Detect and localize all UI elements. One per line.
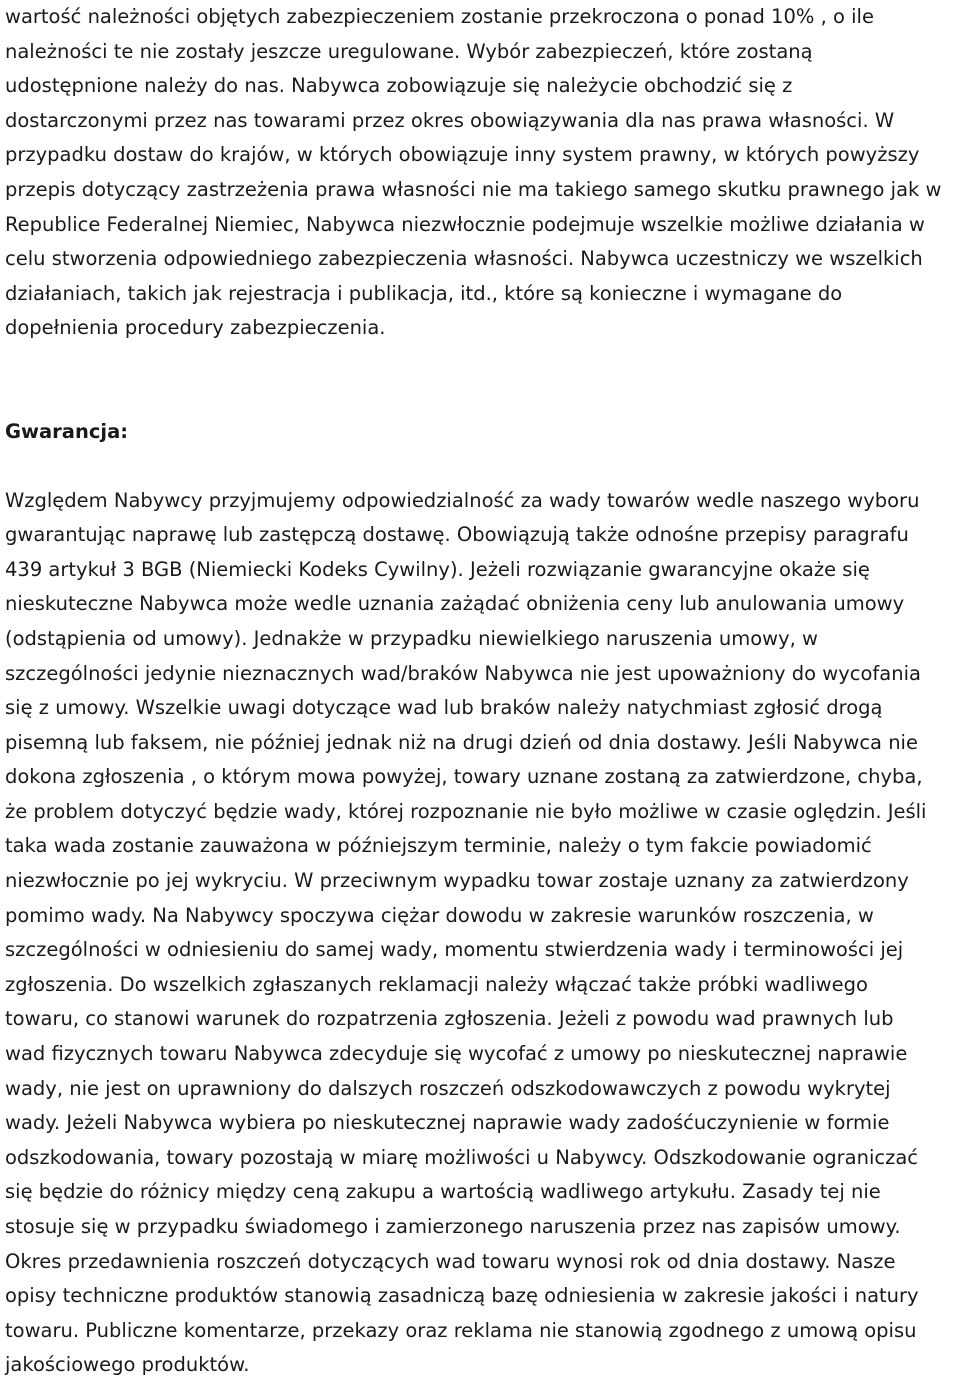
text-line: szczególności jedynie nieznacznych wad/braków Nabywca nie jest upoważniony do wycofania <box>5 661 921 685</box>
text-line: taka wada zostanie zauważona w późniejszym terminie, należy o tym fakcie powiadomić <box>5 834 872 858</box>
text-line: udostępnione należy do nas. Nabywca zobowiązuje się należycie obchodzić się z <box>5 74 793 98</box>
text-line: zgłoszenia. Do wszelkich zgłaszanych reklamacji należy włączać także próbki wadliwego <box>5 972 868 996</box>
text-line: niezwłocznie po jej wykryciu. W przeciwnym wypadku towar zostaje uznany za zatwierdzony <box>5 869 909 893</box>
text-line: się z umowy. Wszelkie uwagi dotyczące wad lub braków należy natychmiast zgłosić drogą <box>5 696 883 720</box>
text-line: opisy techniczne produktów stanowią zasadniczą bazę odniesienia w zakresie jakości i natury <box>5 1284 919 1308</box>
text-line: Republice Federalnej Niemiec, Nabywca niezwłocznie podejmuje wszelkie możliwe działania w <box>5 212 925 236</box>
text-line: należności te nie zostały jeszcze uregulowane. Wybór zabezpieczeń, które zostaną <box>5 39 813 63</box>
warranty-heading: Gwarancja: <box>5 419 129 443</box>
text-line: stosuje się w przypadku świadomego i zamierzonego naruszenia przez nas zapisów umowy. <box>5 1215 901 1238</box>
retention-of-title-paragraph <box>5 0 955 346</box>
text-line: wartość należności objętych zabezpieczeniem zostanie przekroczona o ponad 10% , o ile <box>5 5 874 28</box>
document-page <box>5 0 955 1383</box>
text-line: 439 artykuł 3 BGB (Niemiecki Kodeks Cywilny). Jeżeli rozwiązanie gwarancyjne okaże się <box>5 557 870 581</box>
text-line: Względem Nabywcy przyjmujemy odpowiedzialność za wady towarów wedle naszego wyboru <box>5 488 920 512</box>
text-line: nieskuteczne Nabywca może wedle uznania zażądać obniżenia ceny lub anulowania umowy <box>5 592 905 616</box>
text-line: celu stworzenia odpowiedniego zabezpieczenia własności. Nabywca uczestniczy we wszelkich <box>5 247 923 271</box>
text-line: wady, nie jest on uprawniony do dalszych roszczeń odszkodowawczych z powodu wykrytej <box>5 1076 891 1100</box>
text-line: działaniach, takich jak rejestracja i publikacja, itd., które są konieczne i wymagane do <box>5 281 843 305</box>
text-line: wad fizycznych towaru Nabywca zdecyduje się wycofać z umowy po nieskutecznej naprawie <box>5 1042 908 1066</box>
text-line: towaru, co stanowi warunek do rozpatrzenia zgłoszenia. Jeżeli z powodu wad prawnych lub <box>5 1007 894 1031</box>
text-line: dostarczonymi przez nas towarami przez okres obowiązywania dla nas prawa własności. W <box>5 108 895 132</box>
text-line: jakościowego produktów. <box>5 1353 250 1377</box>
text-line: gwarantując naprawę lub zastępczą dostawę. Obowiązują także odnośne przepisy paragrafu <box>5 523 909 547</box>
text-line: dokona zgłoszenia , o którym mowa powyżej, towary uznane zostaną za zatwierdzone, chyba, <box>5 765 923 789</box>
text-line: (odstąpienia od umowy). Jednakże w przypadku niewielkiego naruszenia umowy, w <box>5 626 818 650</box>
text-line: wady. Jeżeli Nabywca wybiera po nieskutecznej naprawie wady zadośćuczynienie w formie <box>5 1111 890 1135</box>
warranty-paragraph <box>5 484 955 1383</box>
text-line: pomimo wady. Na Nabywcy spoczywa ciężar dowodu w zakresie warunków roszczenia, w <box>5 903 874 927</box>
text-line: dopełnienia procedury zabezpieczenia. <box>5 316 386 340</box>
text-line: Okres przedawnienia roszczeń dotyczących wad towaru wynosi rok od dnia dostawy. Nasze <box>5 1249 896 1273</box>
text-line: pisemną lub faksem, nie później jednak niż na drugi dzień od dnia dostawy. Jeśli Nabywca nie <box>5 730 918 754</box>
text-line: przepis dotyczący zastrzeżenia prawa własności nie ma takiego samego skutku prawnego jak w <box>5 177 942 201</box>
text-line: że problem dotyczyć będzie wady, której rozpoznanie nie było możliwe w czasie oględzin. Jeśli <box>5 799 927 823</box>
text-line: przypadku dostaw do krajów, w których obowiązuje inny system prawny, w których powyższy <box>5 143 920 167</box>
text-line: towaru. Publiczne komentarze, przekazy oraz reklama nie stanowią zgodnego z umową opisu <box>5 1318 917 1342</box>
text-line: odszkodowania, towary pozostają w miarę możliwości u Nabywcy. Odszkodowanie ograniczać <box>5 1145 919 1169</box>
text-line: szczególności w odniesieniu do samej wady, momentu stwierdzenia wady i terminowości jej <box>5 938 904 962</box>
text-line: się będzie do różnicy między ceną zakupu a wartością wadliwego artykułu. Zasady tej nie <box>5 1180 881 1204</box>
